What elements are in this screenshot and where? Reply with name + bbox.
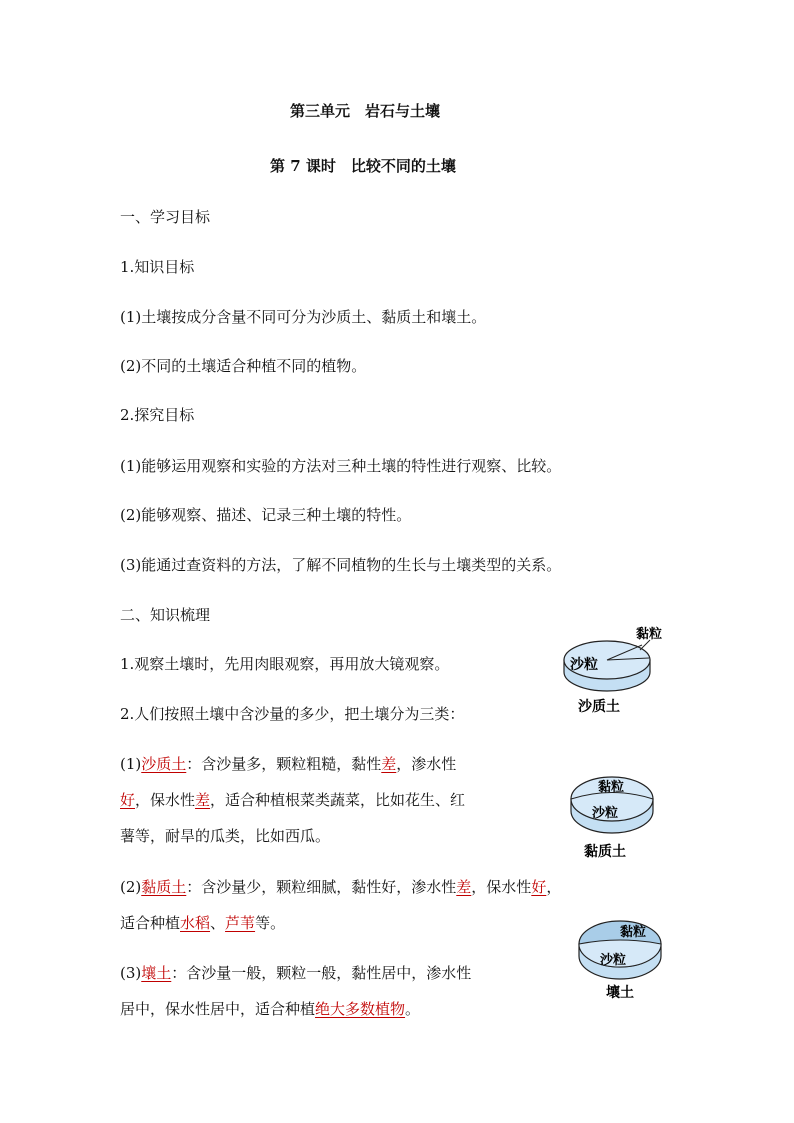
answer-sandy-stickiness: 差 <box>381 755 397 773</box>
subheading-knowledge: 1.知识目标 <box>120 258 195 276</box>
figure-caption-sandy: 沙质土 <box>578 699 620 715</box>
loam-text-2: 居中，保水性居中，适合种植 <box>120 1000 316 1018</box>
clay-particle-label: 黏粒 <box>620 925 647 940</box>
clay-text-4: 适合种植 <box>120 914 181 932</box>
sand-particle-label: 沙粒 <box>570 657 598 673</box>
clay-soil-line-1 <box>120 880 561 895</box>
sandy-text-4: ，适合种植根菜类蔬菜，比如花生、红 <box>210 791 466 809</box>
answer-sandy-retention: 差 <box>195 791 211 809</box>
loam-text-1: ：含沙量一般，颗粒一般，黏性居中，渗水性 <box>171 964 472 982</box>
loam-line-2 <box>120 1002 420 1017</box>
loam-diagram <box>574 912 674 1007</box>
sandy-soil-line-2 <box>120 793 465 808</box>
clay-soil-line-2 <box>120 916 285 931</box>
answer-clay-permeability: 差 <box>456 878 472 896</box>
item-prefix: (3) <box>120 964 142 982</box>
inquiry-item-3: (3)能通过查资料的方法，了解不同植物的生长与土壤类型的关系。 <box>120 556 562 574</box>
lesson-title: 第 7 课时 比较不同的土壤 <box>270 157 456 175</box>
review-point-1: 1.观察土壤时，先用肉眼观察，再用放大镜观察。 <box>120 655 450 673</box>
knowledge-item-2: (2)不同的土壤适合种植不同的植物。 <box>120 357 367 375</box>
answer-clay-soil: 黏质土 <box>141 878 187 896</box>
figure-caption-loam: 壤土 <box>606 985 634 1001</box>
sandy-text-3: ，保水性 <box>135 791 196 809</box>
sand-particle-label: 沙粒 <box>592 806 619 821</box>
clay-particle-label: 黏粒 <box>598 780 625 795</box>
answer-loam-plants: 绝大多数植物 <box>315 1000 406 1018</box>
figure-caption-clay: 黏质土 <box>584 844 626 860</box>
sandy-soil-line-1 <box>120 757 456 772</box>
sandy-text-2: ，渗水性 <box>396 755 457 773</box>
answer-clay-plant-2: 芦苇 <box>225 914 256 932</box>
item-prefix: (2) <box>120 878 142 896</box>
sandy-soil-diagram <box>556 618 676 718</box>
sand-particle-label: 沙粒 <box>600 953 627 968</box>
unit-title: 第三单元 岩石与土壤 <box>290 102 441 120</box>
subheading-inquiry: 2.探究目标 <box>120 406 195 424</box>
answer-clay-plant-1: 水稻 <box>180 914 211 932</box>
clay-text-5: 、 <box>210 914 226 932</box>
clay-text-1: ：含沙量少，颗粒细腻，黏性好，渗水性 <box>186 878 457 896</box>
answer-sandy-permeability: 好 <box>120 791 136 809</box>
section-heading-review: 二、知识梳理 <box>120 606 211 624</box>
review-point-2: 2.人们按照土壤中含沙量的多少，把土壤分为三类： <box>120 705 465 723</box>
inquiry-item-2: (2)能够观察、描述、记录三种土壤的特性。 <box>120 506 412 524</box>
clay-text-3: ， <box>546 878 562 896</box>
answer-sandy-soil: 沙质土 <box>141 755 187 773</box>
clay-text-2: ，保水性 <box>471 878 532 896</box>
clay-particle-label: 黏粒 <box>636 627 663 642</box>
answer-loam: 壤土 <box>141 964 172 982</box>
clay-text-6: 等。 <box>255 914 286 932</box>
sandy-soil-line-3: 薯等，耐旱的瓜类，比如西瓜。 <box>120 827 331 845</box>
answer-clay-retention: 好 <box>531 878 547 896</box>
knowledge-item-1: (1)土壤按成分含量不同可分为沙质土、黏质土和壤土。 <box>120 308 487 326</box>
clay-soil-diagram <box>566 770 666 865</box>
loam-text-3: 。 <box>405 1000 421 1018</box>
inquiry-item-1: (1)能够运用观察和实验的方法对三种土壤的特性进行观察、比较。 <box>120 457 562 475</box>
section-heading-goals: 一、学习目标 <box>120 208 211 226</box>
loam-line-1 <box>120 966 471 981</box>
item-prefix: (1) <box>120 755 142 773</box>
sandy-text-1: ：含沙量多，颗粒粗糙，黏性 <box>186 755 382 773</box>
